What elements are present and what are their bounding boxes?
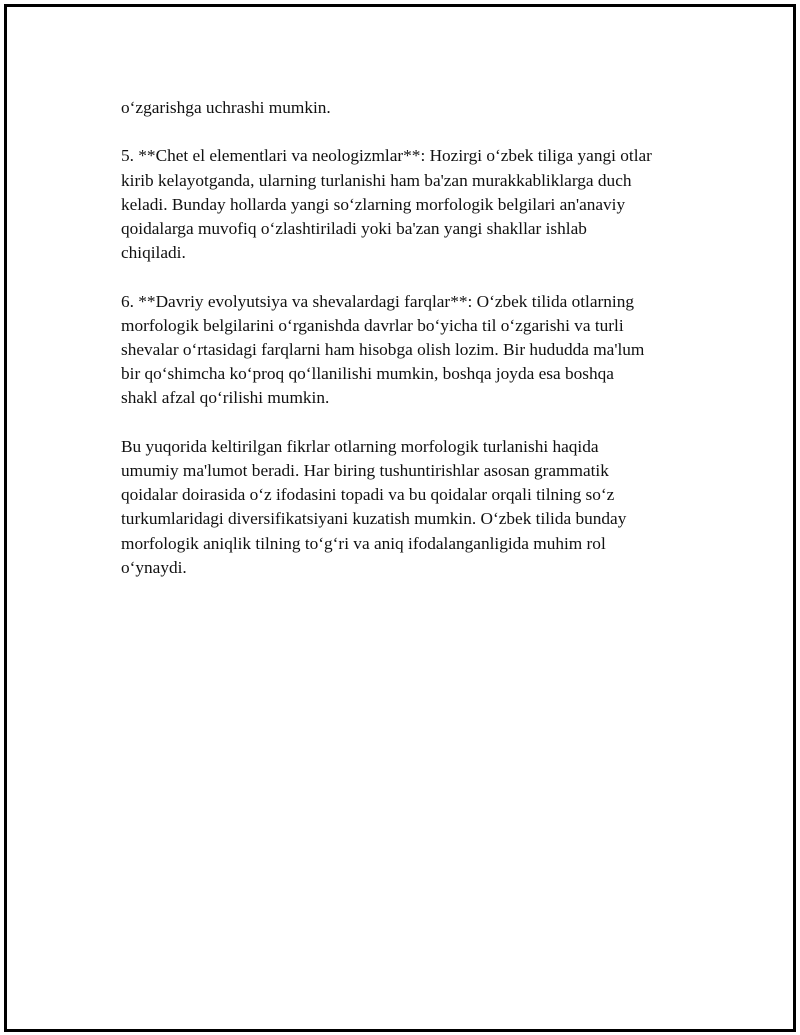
paragraph-continuation: o‘zgarishga uchrashi mumkin. [121,98,331,117]
document-body [121,96,701,604]
page-frame [4,4,796,1032]
paragraph-conclusion: Bu yuqorida keltirilgan fikrlar otlarning morfologik turlanishi haqida umumiy ma'lumot beradi. Har biring tushuntirishlar asosan grammatik qoidalar doirasida o‘z ifodasini topadi va bu qoidalar orqali tilning so‘z turkumlaridagi diversifikatsiyani kuzatish mumkin. O‘zbek tilida bunday morfologik aniqlik tilning to‘g‘ri va aniq ifodalanganligida muhim rol o‘ynaydi. [121,436,627,577]
paragraph-item-6: 6. **Davriy evolyutsiya va shevalardagi farqlar**: O‘zbek tilida otlarning morfologik belgilarini o‘rganishda davrlar bo‘yicha til o‘zgarishi va turli shevalar o‘rtasidagi farqlarni ham hisobga olish lozim. Bir hududda ma'lum bir qo‘shimcha ko‘proq qo‘llanilishi mumkin, boshqa joyda esa boshqa shakl afzal qo‘rilishi mumkin. [121,291,645,408]
paragraph-item-5: 5. **Chet el elementlari va neologizmlar**: Hozirgi o‘zbek tiliga yangi otlar kirib kelayotganda, ularning turlanishi ham ba'zan murakkabliklarga duch keladi. Bunday hollarda yangi so‘zlarning morfologik belgilari an'anaviy qoidalarga muvofiq o‘zlashtiriladi yoki ba'zan yangi shakllar ishlab chiqiladi. [121,146,652,263]
